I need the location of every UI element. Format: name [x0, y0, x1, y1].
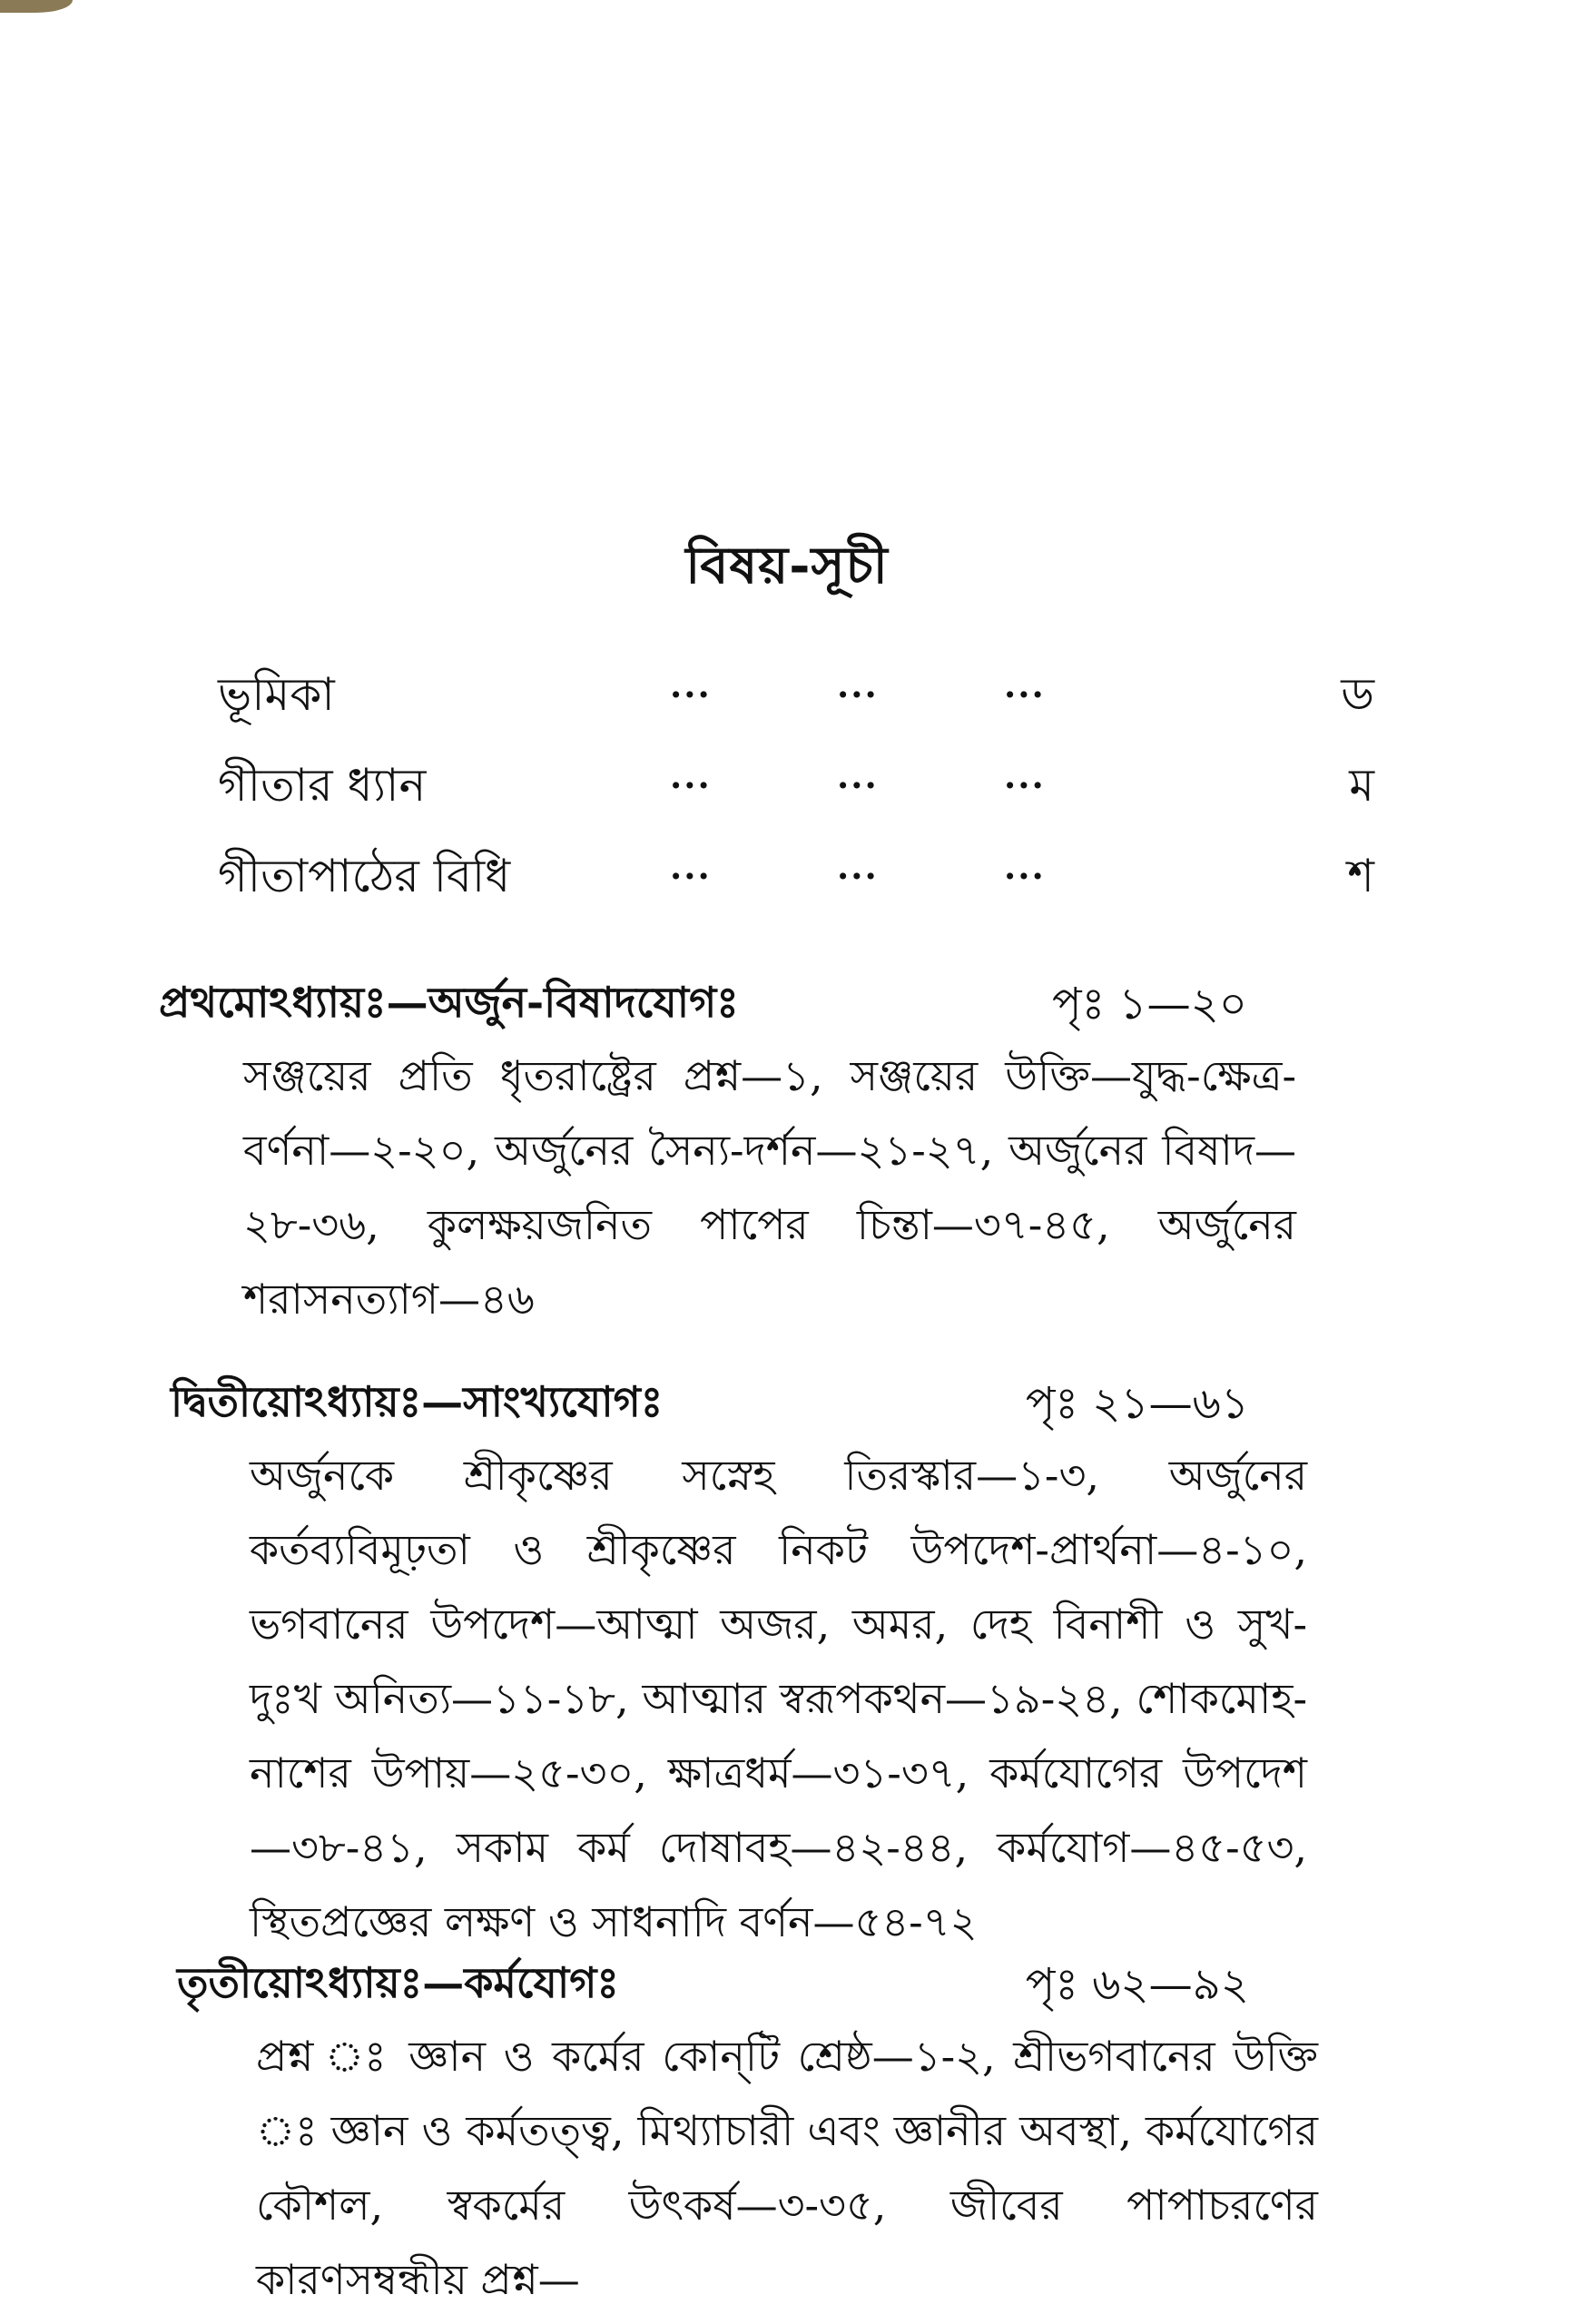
chapter-contents: প্রশ্ন ঃ জ্ঞান ও কর্মের কোন্‌টি শ্রেষ্ঠ—১-২, শ্রীভগবানের উক্তি ঃ জ্ঞান ও কর্মতত্ত্ব, মিথ্যাচারী এবং জ্ঞানীর অবস্থা, কর্মযোগের কৌশল, স্বকর্মের উৎকর্ষ—৩-৩৫, জীবের পাপাচরণের কারণসম্বন্ধীয় প্রশ্ন— — [256, 2032, 1318, 2304]
page-title: বিষয়-সূচী — [685, 536, 889, 596]
leader-dots: ... — [837, 846, 879, 887]
chapter-title: দ্বিতীয়োঽধ্যায়ঃ—সাংখ্যযোগঃ — [171, 1377, 664, 1426]
page-corner-mark — [0, 0, 73, 13]
chapter-heading[interactable] — [171, 1371, 1574, 1438]
chapter-3 — [0, 1952, 1574, 2317]
leader-dots: ... — [670, 665, 712, 705]
leader-dots: ... — [670, 846, 712, 887]
leader-dots: ... — [837, 665, 879, 705]
chapter-title: তৃতীয়োঽধ্যায়ঃ—কর্মযোগঃ — [177, 1958, 619, 2007]
leader-dots: ... — [837, 755, 879, 796]
chapter-heading[interactable] — [159, 971, 1574, 1039]
chapter-title: প্রথমোঽধ্যায়ঃ—অর্জুন-বিষাদযোগঃ — [159, 978, 739, 1027]
toc-entry-bhumika[interactable] — [0, 661, 1574, 734]
toc-entry-label: গীতার ধ্যান — [218, 759, 427, 812]
chapter-pages: পৃঃ ১—২০ — [1052, 979, 1247, 1029]
leader-dots: ... — [1004, 755, 1046, 796]
chapter-pages: পৃঃ ২১—৬১ — [1025, 1378, 1249, 1429]
leader-dots: ... — [670, 755, 712, 796]
toc-entry-page: ড — [1341, 668, 1374, 721]
leader-dots: ... — [1004, 665, 1046, 705]
toc-entry-page: শ — [1347, 850, 1374, 902]
toc-entry-gitapather-bidhi[interactable] — [0, 842, 1574, 915]
chapter-heading[interactable] — [177, 1952, 1574, 2019]
chapter-contents: সঞ্জয়ের প্রতি ধৃতরাষ্ট্রের প্রশ্ন—১, সঞ্জয়ের উক্তি—যুদ্ধ-ক্ষেত্র-বর্ণনা—২-২০, অর্জুনের সৈন্য-দর্শন—২১-২৭, অর্জুনের বিষাদ—২৮-৩৬, কুলক্ষয়জনিত পাপের চিন্তা—৩৭-৪৫, অর্জুনের শরাসনত্যাগ—৪৬ — [243, 1051, 1296, 1324]
leader-dots: ... — [1004, 846, 1046, 887]
chapter-2 — [0, 1371, 1574, 1959]
chapter-pages: পৃঃ ৬২—৯২ — [1025, 1959, 1249, 2010]
toc-entry-gitar-dhyan[interactable] — [0, 752, 1574, 824]
toc-entry-label: ভূমিকা — [218, 668, 335, 721]
toc-entry-label: গীতাপাঠের বিধি — [218, 850, 511, 902]
chapter-1 — [0, 971, 1574, 1336]
toc-entry-page: ম — [1349, 759, 1374, 812]
chapter-contents: অর্জুনকে শ্রীকৃষ্ণের সস্নেহ তিরস্কার—১-৩, অর্জুনের কর্তব্যবিমূঢ়তা ও শ্রীকৃষ্ণের নিকট উপদেশ-প্রার্থনা—৪-১০, ভগবানের উপদেশ—আত্মা অজর, অমর, দেহ বিনাশী ও সুখ-দুঃখ অনিত্য—১১-১৮, আত্মার স্বরূপকথন—১৯-২৪, শোকমোহ-নাশের উপায়—২৫-৩০, ক্ষাত্রধর্ম—৩১-৩৭, কর্মযোগের উপদেশ—৩৮-৪১, সকাম কর্ম দোষাবহ—৪২-৪৪, কর্মযোগ—৪৫-৫৩, স্থিতপ্রজ্ঞের লক্ষণ ও সাধনাদি বর্ণন—৫৪-৭২ — [250, 1451, 1307, 1946]
